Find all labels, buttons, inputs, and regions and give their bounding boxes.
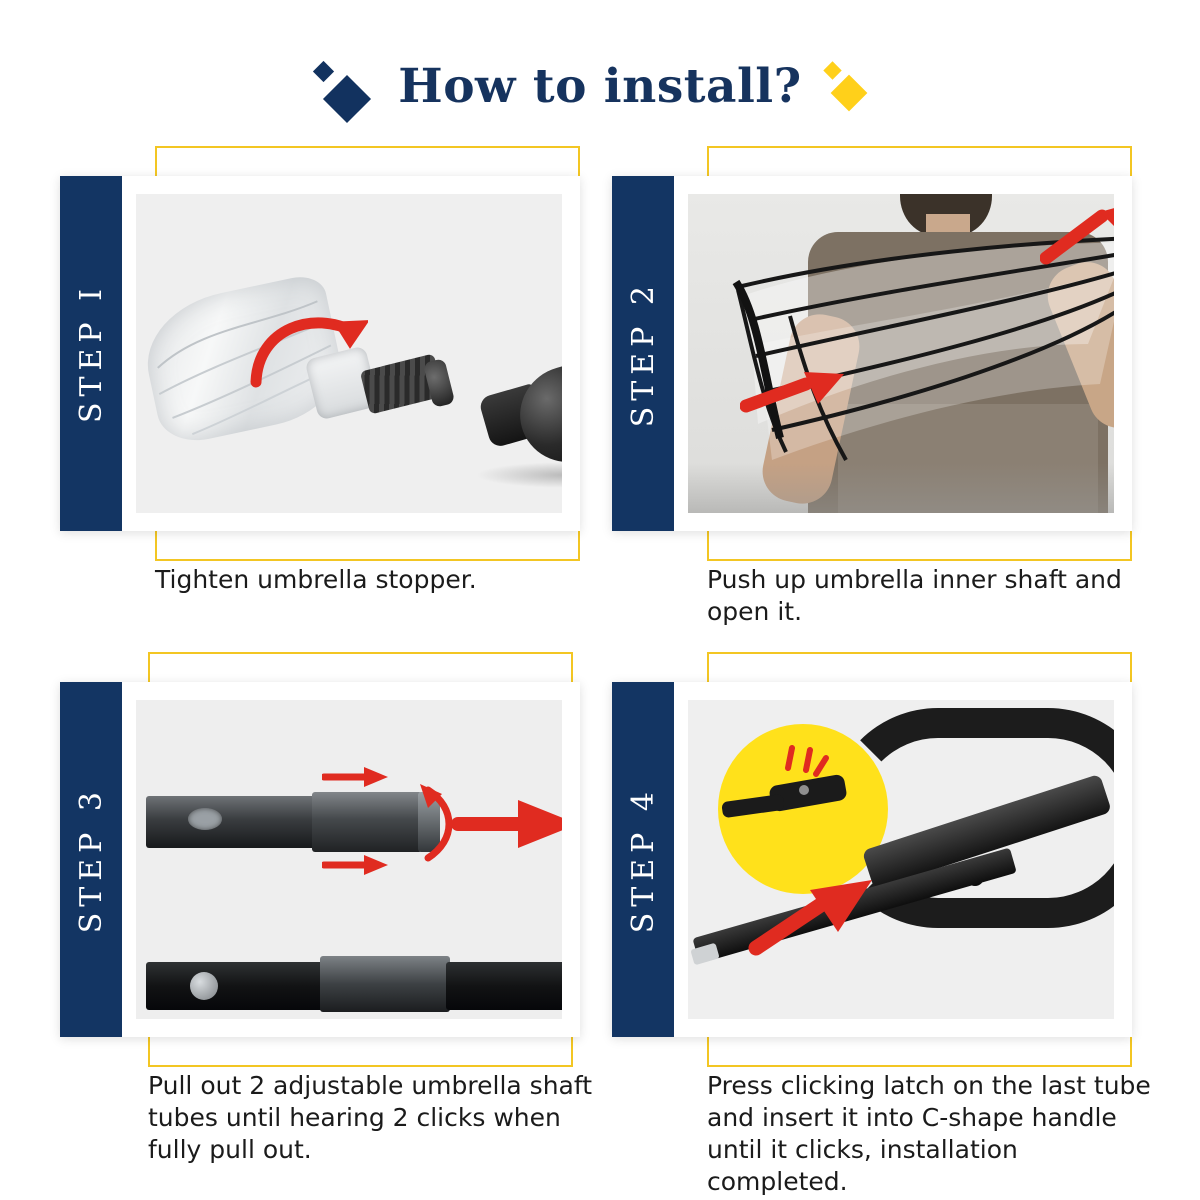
red-arrow-icon [322,764,392,790]
red-arrow-icon [322,852,392,878]
red-arrow-icon [740,366,850,428]
step-tab-1 [60,176,122,531]
step-tab-3 [60,682,122,1037]
step-tab-label: STEP 3 [73,785,109,934]
red-arrow-icon [748,878,878,964]
navy-diamond-icon [316,56,376,116]
page-title: How to install? [398,58,802,114]
page-title-row [0,46,1200,126]
step-image-3 [136,700,562,1019]
step-image-4 [688,700,1114,1019]
red-arrow-icon [1040,200,1114,270]
step-image-2 [688,194,1114,513]
step-caption-2: Push up umbrella inner shaft and open it. [707,565,1122,626]
step-tab-label: STEP I [73,283,109,424]
step-caption-4: Press clicking latch on the last tube and insert it into C-shape handle until it clicks, installation completed. [707,1071,1151,1196]
step-panel-4 [612,682,1132,1037]
step-panel-3 [60,682,580,1037]
red-arrow-icon [452,794,562,854]
step-tab-label: STEP 2 [625,279,661,428]
step-caption-1: Tighten umbrella stopper. [155,565,477,594]
step-tab-4 [612,682,674,1037]
step-panel-1 [60,176,580,531]
step-card-3 [60,652,593,1182]
step-tab-2 [612,176,674,531]
step-card-1 [60,146,580,636]
step-card-4 [612,652,1151,1196]
step-card-2 [612,146,1132,636]
red-curved-arrow-icon [248,304,368,394]
step-image-1 [136,194,562,513]
step-panel-2 [612,176,1132,531]
step-tab-label: STEP 4 [625,785,661,934]
step-caption-3: Pull out 2 adjustable umbrella shaft tubes until hearing 2 clicks when fully pull out. [148,1071,593,1164]
yellow-diamond-icon [824,56,884,116]
